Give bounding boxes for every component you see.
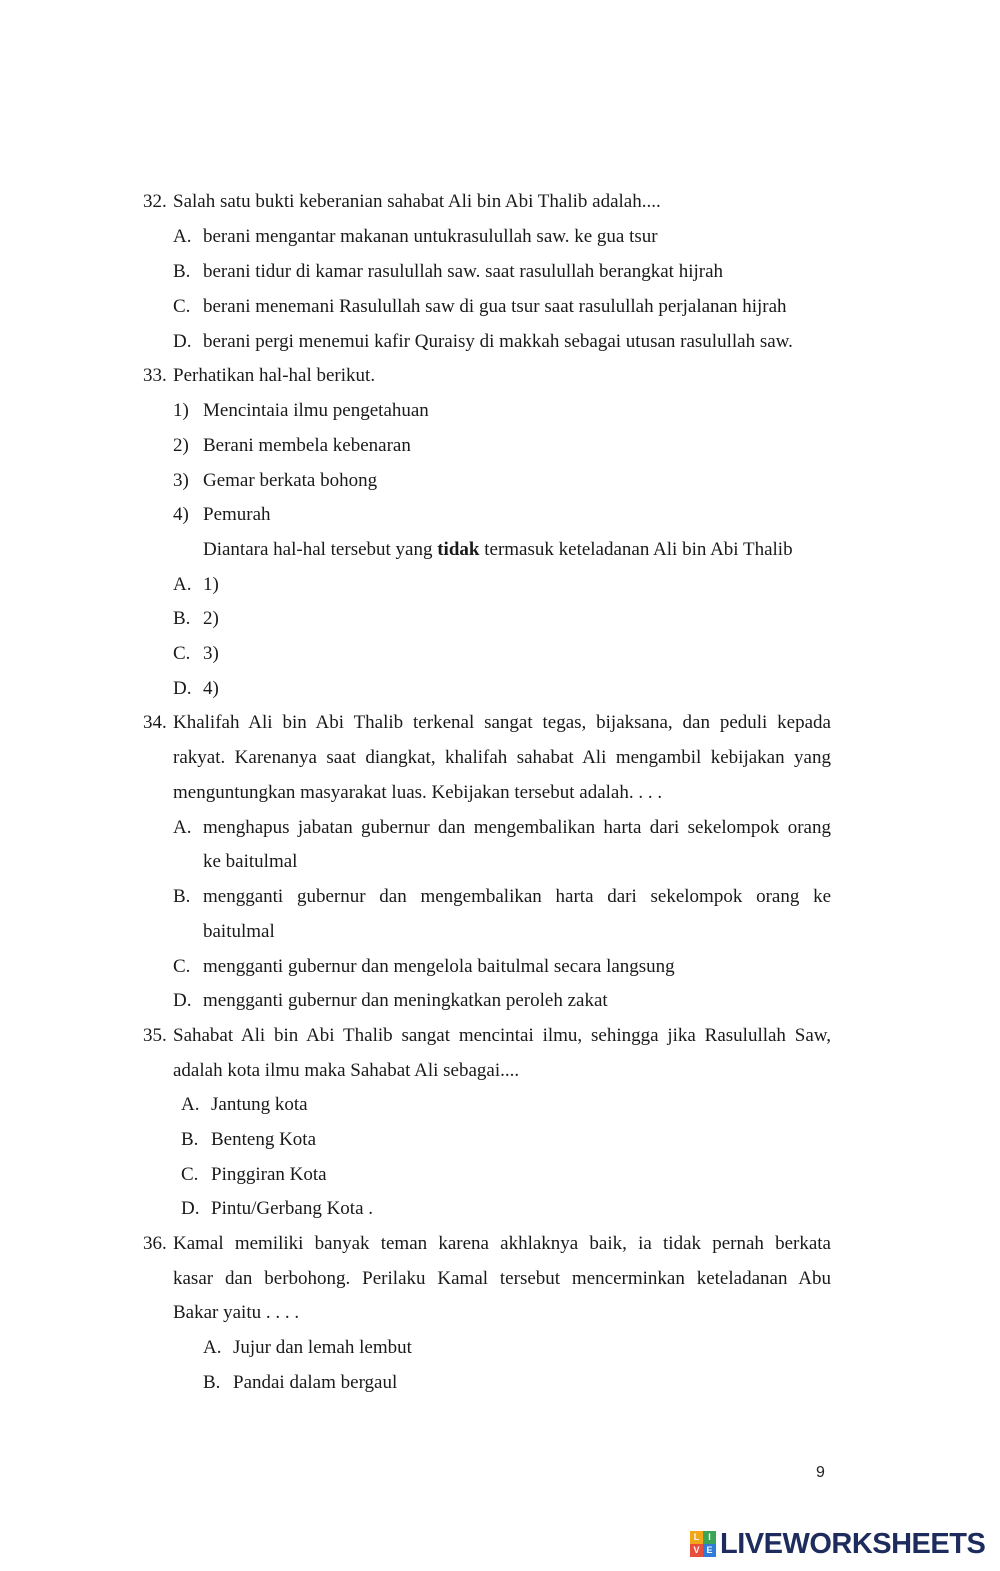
question-text: Salah satu bukti keberanian sahabat Ali bin Abi Thalib adalah.... [173,191,661,212]
question-36-line-3: Bakar yaitu . . . . [173,1302,300,1323]
question-36-number [143,1232,167,1256]
item-number: 4) [173,504,189,525]
question-33-prompt [203,538,793,562]
option-letter: C. [173,643,191,664]
option-34-b-text-1[interactable]: mengganti gubernur dan mengembalikan harta dari sekelompok orang ke [203,886,831,907]
item-number: 2) [173,435,189,456]
option-34-b-letter[interactable] [173,885,190,909]
prompt-emphasis: tidak [437,539,480,560]
option-text: berani menemani Rasulullah saw di gua tsur saat rasulullah perjalanan hijrah [203,296,787,317]
option-34-c[interactable] [173,955,675,979]
list-item [173,399,429,423]
question-text: Perhatikan hal-hal berikut. [173,365,376,386]
option-text: Jujur dan lemah lembut [233,1337,412,1358]
option-36-b[interactable] [203,1371,398,1395]
list-item [173,469,378,493]
option-letter: D. [173,678,192,699]
question-number: 32. [143,191,167,212]
option-letter: A. [173,817,192,838]
item-text: Mencintaia ilmu pengetahuan [203,400,429,421]
item-text: Pemurah [203,504,271,525]
option-text: berani pergi menemui kafir Quraisy di makkah sebagai utusan rasulullah saw. [203,331,793,352]
option-34-a-text-1[interactable]: menghapus jabatan gubernur dan mengembalikan harta dari sekelompok orang [203,817,831,838]
list-item [173,434,411,458]
option-text: berani mengantar makanan untukrasulullah saw. ke gua tsur [203,226,658,247]
option-33-a[interactable] [173,573,219,597]
option-33-b[interactable] [173,607,219,631]
option-letter: B. [173,886,191,907]
logo-square-l: L [690,1531,703,1544]
option-letter: C. [181,1164,199,1185]
option-text: Pintu/Gerbang Kota . [211,1198,374,1219]
option-36-a[interactable] [203,1336,412,1360]
option-text: Jantung kota [211,1094,308,1115]
option-text: 2) [203,608,219,629]
option-text: berani tidur di kamar rasulullah saw. saat rasulullah berangkat hijrah [203,261,724,282]
logo-square-i: I [703,1531,716,1544]
option-letter: B. [173,608,191,629]
option-letter: C. [173,296,191,317]
option-letter: D. [173,990,192,1011]
option-text: mengganti gubernur dan mengelola baitulmal secara langsung [203,956,675,977]
option-33-c[interactable] [173,642,219,666]
option-letter: B. [173,261,191,282]
option-34-a-text-2[interactable]: ke baitulmal [203,851,298,872]
item-number: 1) [173,400,189,421]
option-text: 3) [203,643,219,664]
question-34-line-1: Khalifah Ali bin Abi Thalib terkenal sangat tegas, bijaksana, dan peduli kepada [173,712,831,733]
question-number: 34. [143,712,167,733]
option-35-c[interactable] [181,1163,327,1187]
liveworksheets-icon [690,1531,716,1557]
question-36-line-1: Kamal memiliki banyak teman karena akhlaknya baik, ia tidak pernah berkata [173,1233,831,1254]
prompt-text: Diantara hal-hal tersebut yang [203,539,438,560]
option-34-b-text-2[interactable]: baitulmal [203,921,275,942]
question-number: 36. [143,1233,167,1254]
option-letter: D. [181,1198,200,1219]
option-letter: D. [173,331,192,352]
option-text: mengganti gubernur dan meningkatkan peroleh zakat [203,990,608,1011]
question-number: 35. [143,1025,167,1046]
item-text: Gemar berkata bohong [203,470,378,491]
page-number: 9 [816,1464,825,1481]
question-35-line-2: adalah kota ilmu maka Sahabat Ali sebagai.... [173,1060,520,1081]
option-text: 1) [203,574,219,595]
option-letter: A. [173,574,192,595]
option-35-a[interactable] [181,1093,308,1117]
option-letter: A. [173,226,192,247]
question-36-line-2: kasar dan berbohong. Perilaku Kamal tersebut mencerminkan keteladanan Abu [173,1268,831,1289]
option-letter: C. [173,956,191,977]
option-text: Pinggiran Kota [211,1164,327,1185]
option-32-b[interactable] [173,260,724,284]
option-33-d[interactable] [173,677,219,701]
prompt-text-end: termasuk keteladanan Ali bin Abi Thalib [479,539,793,560]
option-text: 4) [203,678,219,699]
question-34-line-2: rakyat. Karenanya saat diangkat, khalifah sahabat Ali mengambil kebijakan yang [173,747,831,768]
item-number: 3) [173,470,189,491]
option-letter: A. [181,1094,200,1115]
brand-name: LIVEWORKSHEETS [720,1527,986,1560]
question-34-number [143,711,167,735]
question-number: 33. [143,365,167,386]
question-35-line-1: Sahabat Ali bin Abi Thalib sangat mencintai ilmu, sehingga jika Rasulullah Saw, [173,1025,831,1046]
question-35-number [143,1024,167,1048]
question-33 [143,364,376,388]
option-35-d[interactable] [181,1197,374,1221]
option-32-c[interactable] [173,295,787,319]
liveworksheets-logo[interactable] [690,1524,985,1564]
option-32-a[interactable] [173,225,658,249]
option-letter: B. [203,1372,221,1393]
option-32-d[interactable] [173,330,793,354]
question-32 [143,190,661,214]
option-letter: A. [203,1337,222,1358]
option-text: Benteng Kota [211,1129,317,1150]
item-text: Berani membela kebenaran [203,435,411,456]
option-35-b[interactable] [181,1128,317,1152]
option-34-d[interactable] [173,989,608,1013]
question-34-line-3: menguntungkan masyarakat luas. Kebijakan tersebut adalah. . . . [173,782,663,803]
option-34-a-letter[interactable] [173,816,191,840]
option-letter: B. [181,1129,199,1150]
logo-square-e: E [703,1544,716,1557]
logo-square-v: V [690,1544,703,1557]
list-item [173,503,271,527]
option-text: Pandai dalam bergaul [233,1372,398,1393]
